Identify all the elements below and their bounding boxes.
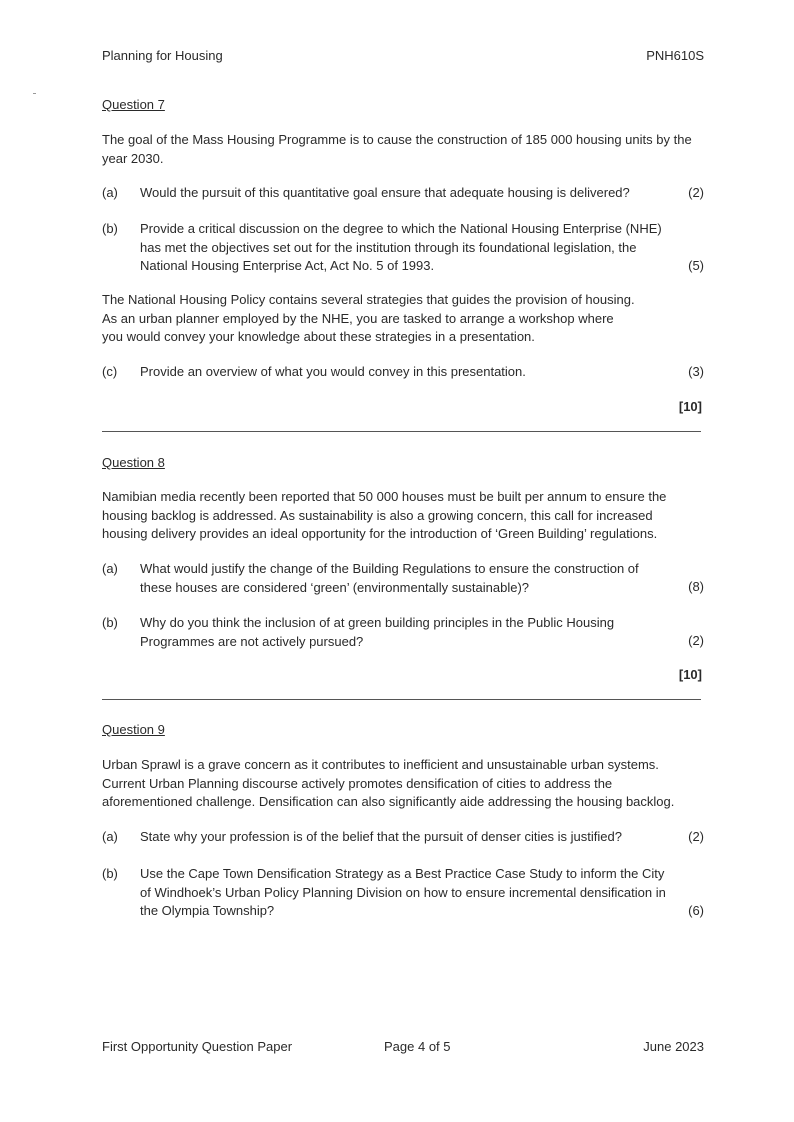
item-text-line: State why your profession is of the belief that the pursuit of denser cities is justified? [140, 829, 622, 844]
item-text [140, 865, 666, 921]
item-marks: (2) [688, 633, 704, 648]
text-line: housing delivery provides an ideal opportunity for the introduction of ‘Green Building’ regulations. [102, 526, 658, 541]
item-text-line: Use the Cape Town Densification Strategy as a Best Practice Case Study to inform the City [140, 866, 665, 881]
item-text-line: the Olympia Township? [140, 903, 275, 918]
text-line: Urban Sprawl is a grave concern as it contributes to inefficient and unsustainable urban systems. [102, 757, 659, 772]
question-7-title: Question 7 [102, 97, 165, 112]
item-text [140, 560, 639, 597]
item-label: (a) [102, 561, 118, 576]
text-line: As an urban planner employed by the NHE, you are tasked to arrange a workshop where [102, 310, 614, 326]
header-course-title: Planning for Housing [102, 48, 223, 63]
question-8-total: [10] [678, 667, 702, 682]
question-8-title: Question 8 [102, 455, 165, 470]
item-text-line: Programmes are not actively pursued? [140, 633, 364, 649]
text-line: aforementioned challenge. Densification can also significantly aide addressing the housing backlog. [102, 794, 675, 809]
item-marks: (8) [688, 579, 704, 594]
item-text [140, 220, 662, 276]
item-label: (b) [102, 615, 118, 630]
item-text-line: has met the objectives set out for the institution through its foundational legislation, the [140, 239, 637, 255]
text-line: Namibian media recently been reported that 50 000 houses must be built per annum to ensure the [102, 489, 667, 504]
item-text-line: Provide an overview of what you would convey in this presentation. [140, 364, 526, 379]
text-line: The National Housing Policy contains several strategies that guides the provision of housing. [102, 292, 635, 307]
question-7-context [102, 291, 706, 347]
item-text-line: What would justify the change of the Building Regulations to ensure the construction of [140, 561, 639, 576]
item-label: (a) [102, 185, 118, 200]
question-9-title: Question 9 [102, 722, 165, 737]
text-line: year 2030. [102, 150, 164, 166]
text-line: you would convey your knowledge about these strategies in a presentation. [102, 329, 535, 344]
header-course-code: PNH610S [646, 48, 704, 63]
footer-page-number: Page 4 of 5 [384, 1039, 451, 1054]
item-marks: (3) [688, 364, 704, 379]
question-7-total: [10] [678, 399, 702, 414]
item-marks: (2) [688, 829, 704, 844]
item-text-line: National Housing Enterprise Act, Act No. 5 of 1993. [140, 258, 435, 273]
section-divider [102, 699, 701, 700]
question-8-intro [102, 488, 706, 544]
item-marks: (2) [688, 185, 704, 200]
item-label: (b) [102, 866, 118, 881]
question-7-intro [102, 131, 706, 168]
text-line: Current Urban Planning discourse actively promotes densification of cities to address the [102, 775, 613, 791]
footer-date: June 2023 [643, 1039, 704, 1054]
text-line: housing backlog is addressed. As sustainability is also a growing concern, this call for increased [102, 507, 653, 523]
item-marks: (6) [688, 903, 704, 918]
item-label: (b) [102, 221, 118, 236]
item-text-line: Provide a critical discussion on the degree to which the National Housing Enterprise (NHE) [140, 221, 662, 236]
item-text-line: Why do you think the inclusion of at green building principles in the Public Housing [140, 615, 615, 630]
item-label: (c) [102, 364, 118, 379]
section-divider [102, 431, 701, 432]
item-text [140, 614, 614, 651]
footer-paper-name: First Opportunity Question Paper [102, 1039, 293, 1054]
item-marks: (5) [688, 258, 704, 273]
question-9-intro [102, 756, 706, 812]
item-text-line: Would the pursuit of this quantitative goal ensure that adequate housing is delivered? [140, 185, 630, 200]
text-line: The goal of the Mass Housing Programme is to cause the construction of 185 000 housing units by the [102, 132, 692, 147]
scan-speck [33, 93, 36, 94]
item-text-line: these houses are considered ‘green’ (environmentally sustainable)? [140, 579, 530, 595]
item-text-line: of Windhoek’s Urban Policy Planning Division on how to ensure incremental densification in [140, 884, 666, 900]
item-label: (a) [102, 829, 118, 844]
